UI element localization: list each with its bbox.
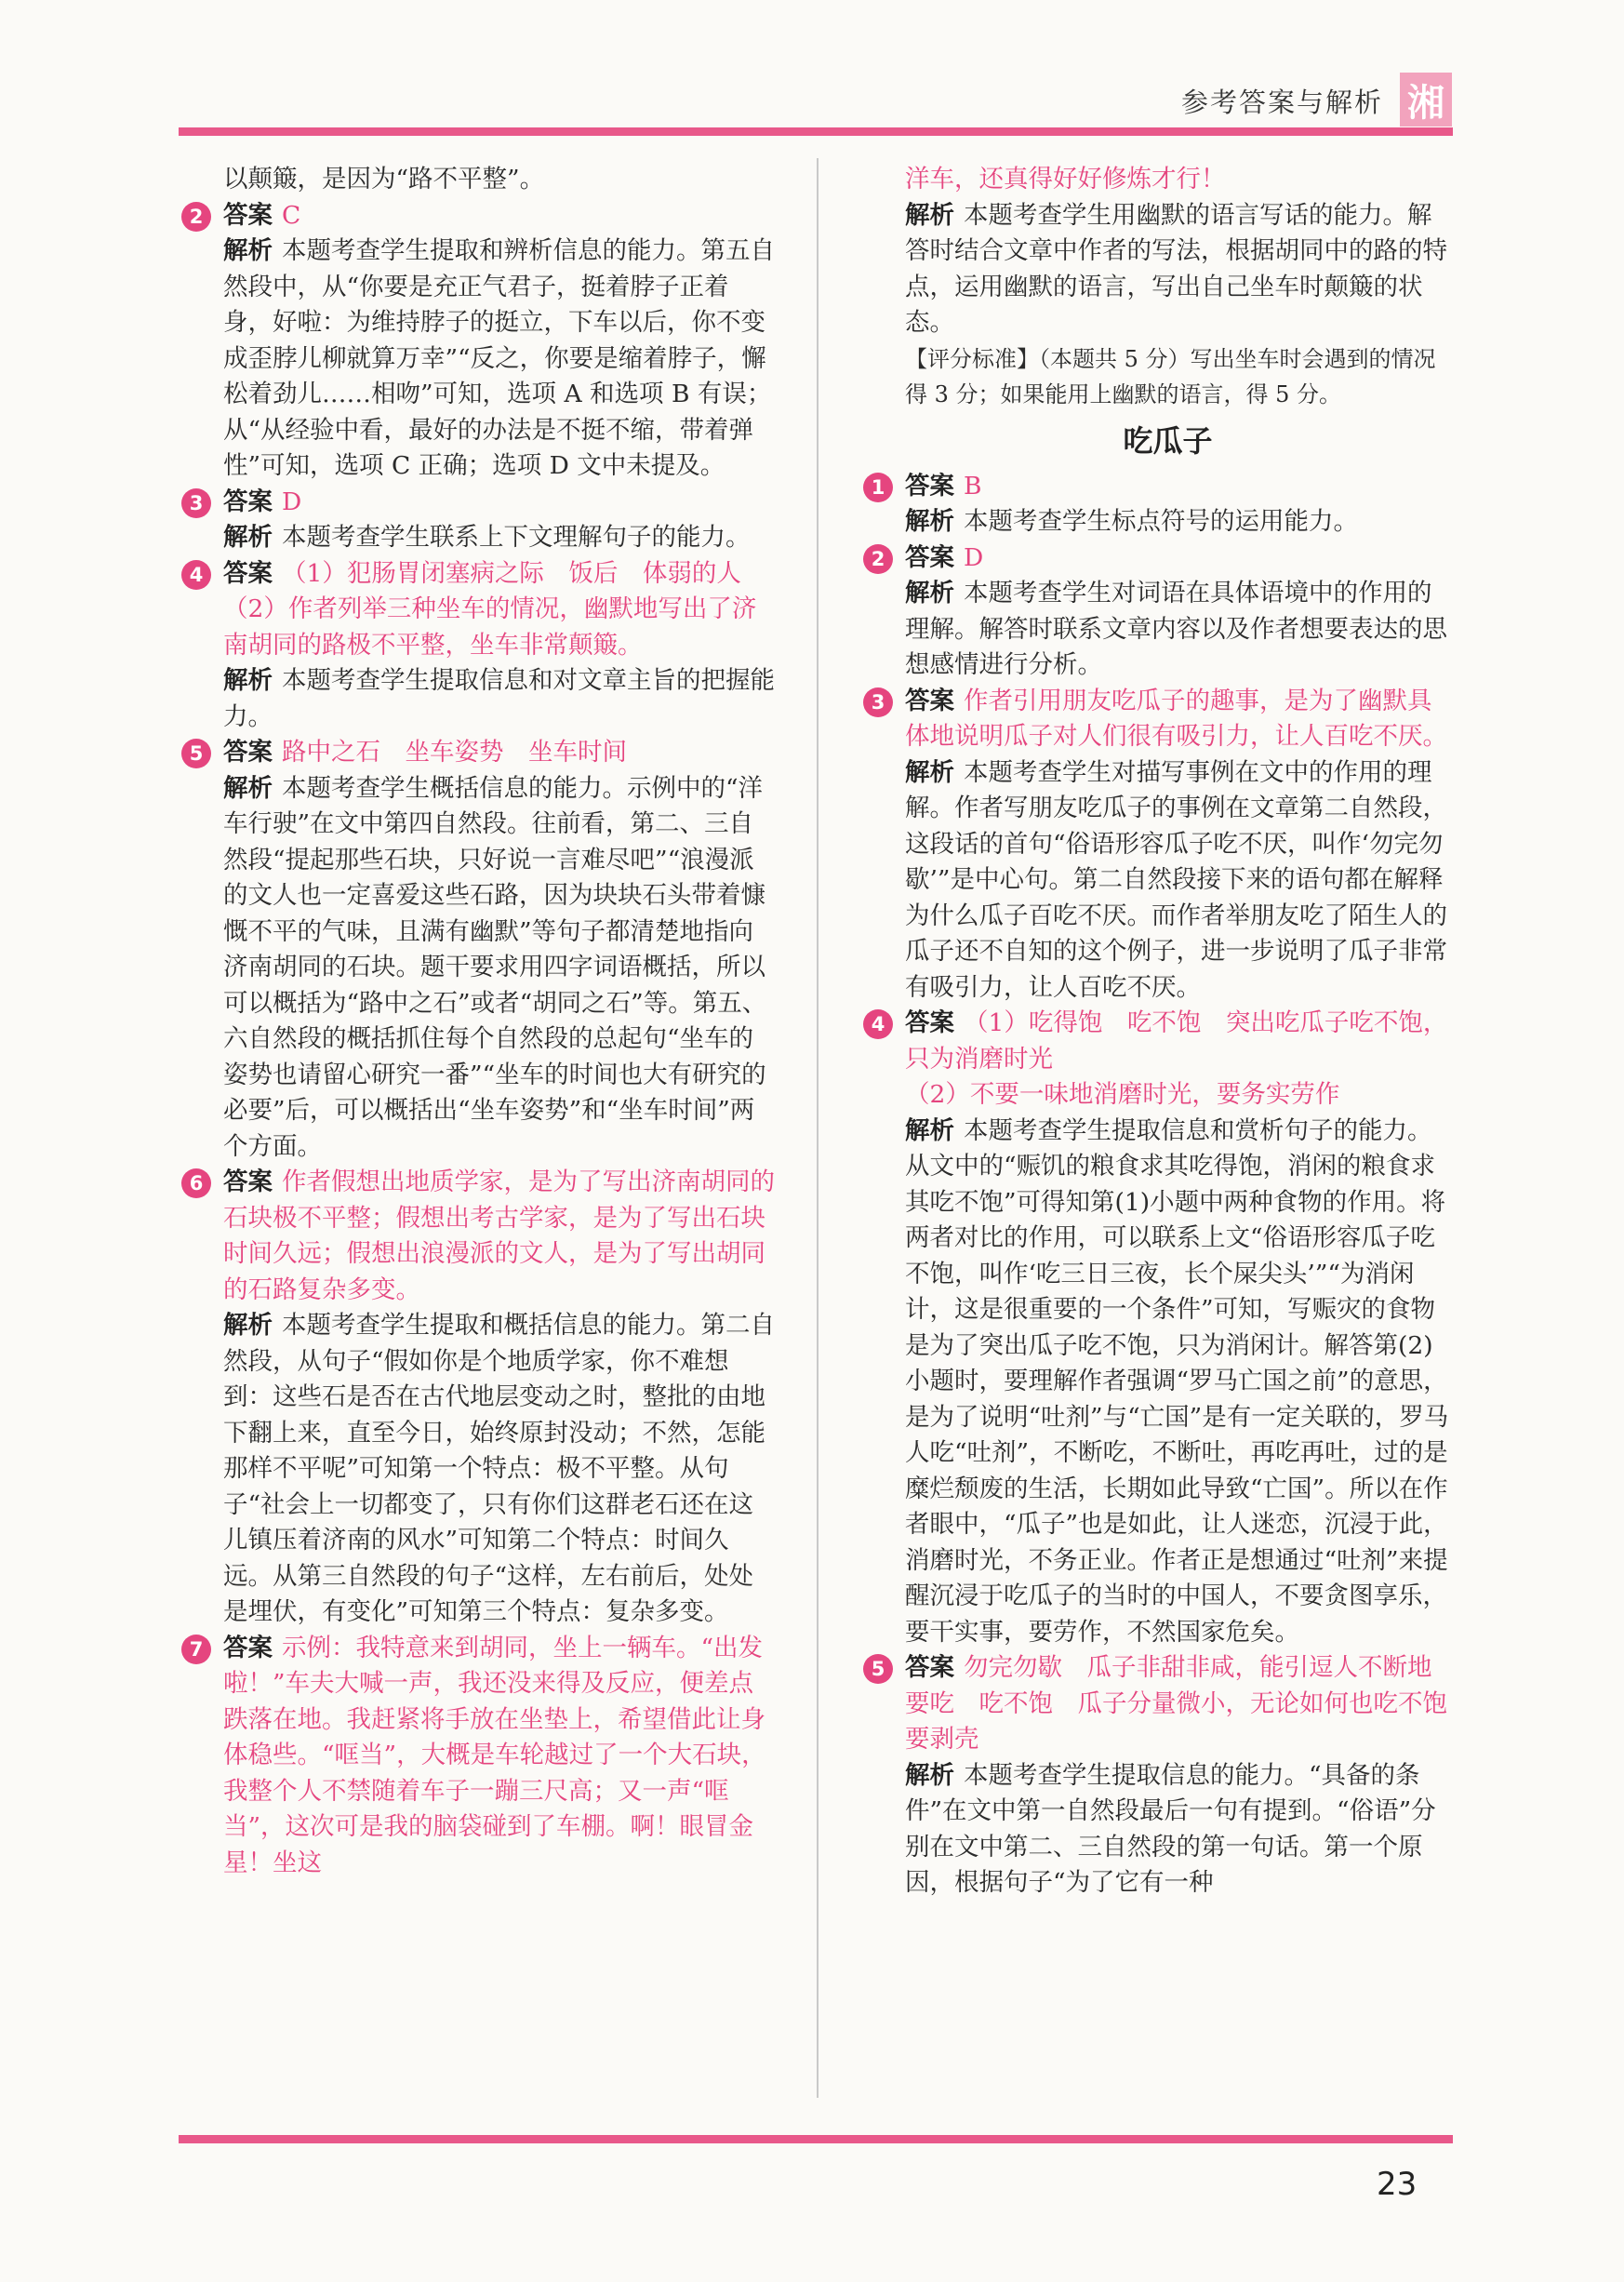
answer-text: 示例：我特意来到胡同，坐上一辆车。“出发啦！”车夫大喊一声，我还没来得及反应，便差点跌落在地。我赶紧将手放在坐垫上，希望借此让身体稳些。“哐当”，大概是车轮越过了一个大石块，我整个人不禁随着车子一蹦三尺高；又一声“哐当”，这次可是我的脑袋碰到了车棚。啊！眼冒金星！坐这 xyxy=(223,1633,766,1877)
question-number: 5 xyxy=(863,1654,893,1684)
answer-text-2: （2）不要一味地消磨时光，要务实劳作 xyxy=(905,1080,1340,1109)
analysis-label: 解析 xyxy=(223,523,273,552)
question-number: 3 xyxy=(863,687,893,717)
question-1 xyxy=(863,469,1454,540)
analysis-label: 解析 xyxy=(905,1760,954,1790)
intro-text: 以颠簸，是因为“路不平整”。 xyxy=(223,165,545,194)
right-column xyxy=(863,162,1472,1902)
header-badge: 湘 xyxy=(1400,73,1452,127)
analysis-label: 解析 xyxy=(905,507,954,536)
analysis-text: 本题考查学生联系上下文理解句子的能力。 xyxy=(282,523,751,552)
question-2 xyxy=(181,198,777,485)
answer-text: B xyxy=(964,471,982,500)
answer-label: 答案 xyxy=(905,686,954,715)
analysis-text: 本题考查学生对描写事例在文中的作用的理解。作者写朋友吃瓜子的事例在文章第二自然段，这段话的首句“俗语形容瓜子吃不厌，叫作‘勿完勿歇’”是中心句。第二自然段接下来的语句都在解释为什么瓜子百吃不厌。而作者举朋友吃了陌生人的瓜子还不自知的这个例子，进一步说明了瓜子非常有吸引力，让人百吃不厌。 xyxy=(905,757,1447,1002)
answer-label: 答案 xyxy=(223,487,273,516)
analysis-text: 本题考查学生提取和辨析信息的能力。第五自然段中，从“你要是充正气君子，挺着脖子正着身，好啦：为维持脖子的挺立，下车以后，你不变成歪脖儿柳就算万幸”“反之，你要是缩着脖子，懈松着劲儿……相吻”可知，选项 A 和选项 B 有误；从“从经验中看，最好的办法是不挺不缩，带着弹性”可知，选项 C 正确；选项 D 文中未提及。 xyxy=(223,236,775,480)
answer-text: 作者假想出地质学家，是为了写出济南胡同的石块极不平整；假想出考古学家，是为了写出石块时间久远；假想出浪漫派的文人，是为了写出胡同的石路复杂多变。 xyxy=(223,1168,775,1304)
question-7 xyxy=(181,1631,777,1882)
question-7-continued xyxy=(863,162,1454,413)
question-number: 7 xyxy=(181,1635,211,1664)
question-3 xyxy=(181,485,777,556)
analysis-text: 本题考查学生标点符号的运用能力。 xyxy=(964,507,1358,536)
answer-label: 答案 xyxy=(223,1168,273,1196)
answer-text: 作者引用朋友吃瓜子的趣事，是为了幽默具体地说明瓜子对人们很有吸引力，让人百吃不厌。 xyxy=(905,686,1447,751)
analysis-text: 本题考查学生提取信息和对文章主旨的把握能力。 xyxy=(223,666,775,731)
analysis-text: 本题考查学生提取信息和赏析句子的能力。从文中的“赈饥的粮食求其吃得饱，消闲的粮食求其吃不饱”可得知第(1)小题中两种食物的作用。将两者对比的作用，可以联系上文“俗语形容瓜子吃不饱，叫作‘吃三日三夜，长个屎尖头’”“为消闲计，这是很重要的一个条件”可知，写赈灾的食物是为了突出瓜子吃不饱，只为消闲计。解答第(2)小题时，要理解作者强调“罗马亡国之前”的意思，是为了说明“吐剂”与“亡国”是有一定关联的，罗马人吃“吐剂”，不断吃，不断吐，再吃再吐，过的是糜烂颓废的生活，长期如此导致“亡国”。所以在作者眼中，“瓜子”也是如此，让人迷恋，沉浸于此，消磨时光，不务正业。作者正是想通过“吐剂”来提醒沉浸于吃瓜子的当时的中国人，不要贪图享乐，要干实事，要劳作，不然国家危矣。 xyxy=(905,1115,1449,1647)
question-number: 6 xyxy=(181,1168,211,1198)
answer-label: 答案 xyxy=(223,1633,273,1662)
section-title: 吃瓜子 xyxy=(1123,422,1213,459)
answer-label: 答案 xyxy=(905,471,954,500)
header-rule xyxy=(179,127,1453,136)
answer-continued: 洋车，还真得好好修炼才行！ xyxy=(905,165,1226,194)
answer-text: （1）犯肠胃闭塞病之际 饭后 体弱的人 xyxy=(282,558,741,588)
analysis-label: 解析 xyxy=(905,579,954,607)
left-column xyxy=(181,162,777,1881)
question-5 xyxy=(863,1650,1472,1902)
footer-rule xyxy=(179,2135,1453,2143)
answer-text: D xyxy=(282,487,302,516)
answer-label: 答案 xyxy=(905,542,954,572)
analysis-text: 本题考查学生用幽默的语言写话的能力。解答时结合文章中作者的写法，根据胡同中的路的特点，运用幽默的语言，写出自己坐车时颠簸的状态。 xyxy=(905,200,1447,337)
answer-label: 答案 xyxy=(223,738,273,767)
question-number: 1 xyxy=(863,473,893,502)
page-number: 23 xyxy=(1377,2166,1418,2203)
question-6 xyxy=(181,1165,777,1631)
question-number: 2 xyxy=(863,544,893,574)
analysis-label: 解析 xyxy=(223,1311,273,1340)
header-title: 参考答案与解析 xyxy=(1181,87,1384,118)
analysis-text: 本题考查学生对词语在具体语境中的作用的理解。解答时联系文章内容以及作者想要表达的思想感情进行分析。 xyxy=(905,579,1447,679)
answer-text: （1）吃得饱 吃不饱 突出吃瓜子吃不饱，只为消磨时光 xyxy=(905,1008,1448,1074)
answer-text-2: （2）作者列举三种坐车的情况，幽默地写出了济南胡同的路极不平整，坐车非常颠簸。 xyxy=(223,594,757,660)
column-divider xyxy=(817,158,819,2098)
question-3 xyxy=(863,684,1454,1007)
analysis-label: 解析 xyxy=(905,1115,954,1145)
analysis-label: 解析 xyxy=(223,773,273,803)
analysis-text: 本题考查学生概括信息的能力。示例中的“洋车行驶”在文中第四自然段。往前看，第二、三自然段“提起那些石块，只好说一言难尽吧”“浪漫派的文人也一定喜爱这些石路，因为块块石头带着慷慨不平的气味，且满有幽默”等句子都清楚地指向济南胡同的石块。题干要求用四字词语概括，所以可以概括为“路中之石”或者“胡同之石”等。第五、六自然段的概括抓住每个自然段的总起句“坐车的姿势也请留心研究一番”“坐车的时间也大有研究的必要”后，可以概括出“坐车姿势”和“坐车时间”两个方面。 xyxy=(223,773,767,1161)
analysis-label: 解析 xyxy=(223,666,273,695)
question-4 xyxy=(863,1006,1454,1650)
question-number: 5 xyxy=(181,739,211,768)
answer-label: 答案 xyxy=(223,558,273,588)
question-5 xyxy=(181,735,777,1165)
analysis-label: 解析 xyxy=(223,236,273,265)
question-number: 2 xyxy=(181,202,211,232)
analysis-label: 解析 xyxy=(905,200,954,230)
scoring-standard: 【评分标准】（本题共 5 分）写出坐车时会遇到的情况得 3 分；如果能用上幽默的语言，得 5 分。 xyxy=(905,345,1436,407)
question-2 xyxy=(863,540,1454,684)
analysis-label: 解析 xyxy=(905,757,954,787)
question-number: 4 xyxy=(863,1009,893,1039)
answer-label: 答案 xyxy=(905,1653,954,1682)
analysis-text: 本题考查学生提取和概括信息的能力。第二自然段，从句子“假如你是个地质学家，你不难想到：这些石是否在古代地层变动之时，整批的由地下翻上来，直至今日，始终原封没动；不然，怎能那样不平呢”可知第一个特点：极不平整。从句子“社会上一切都变了，只有你们这群老石还在这儿镇压着济南的风水”可知第二个特点：时间久远。从第三自然段的句子“这样，左右前后，处处是埋伏，有变化”可知第三个特点：复杂多变。 xyxy=(223,1311,775,1626)
question-number: 3 xyxy=(181,488,211,518)
answer-label: 答案 xyxy=(905,1008,954,1037)
question-4 xyxy=(181,556,777,736)
analysis-text: 本题考查学生提取信息的能力。“具备的条件”在文中第一自然段最后一句有提到。“俗语”分别在文中第二、三自然段的第一句话。第一个原因，根据句子“为了它有一种 xyxy=(905,1760,1436,1897)
answer-text: 路中之石 坐车姿势 坐车时间 xyxy=(282,738,627,767)
answer-label: 答案 xyxy=(223,200,273,230)
answer-text: D xyxy=(964,542,984,572)
answer-text: C xyxy=(282,200,301,230)
question-number: 4 xyxy=(181,560,211,590)
answer-text: 勿完勿歇 瓜子非甜非咸，能引逗人不断地要吃 吃不饱 瓜子分量微小，无论如何也吃不饱 要剥壳 xyxy=(905,1653,1472,1754)
